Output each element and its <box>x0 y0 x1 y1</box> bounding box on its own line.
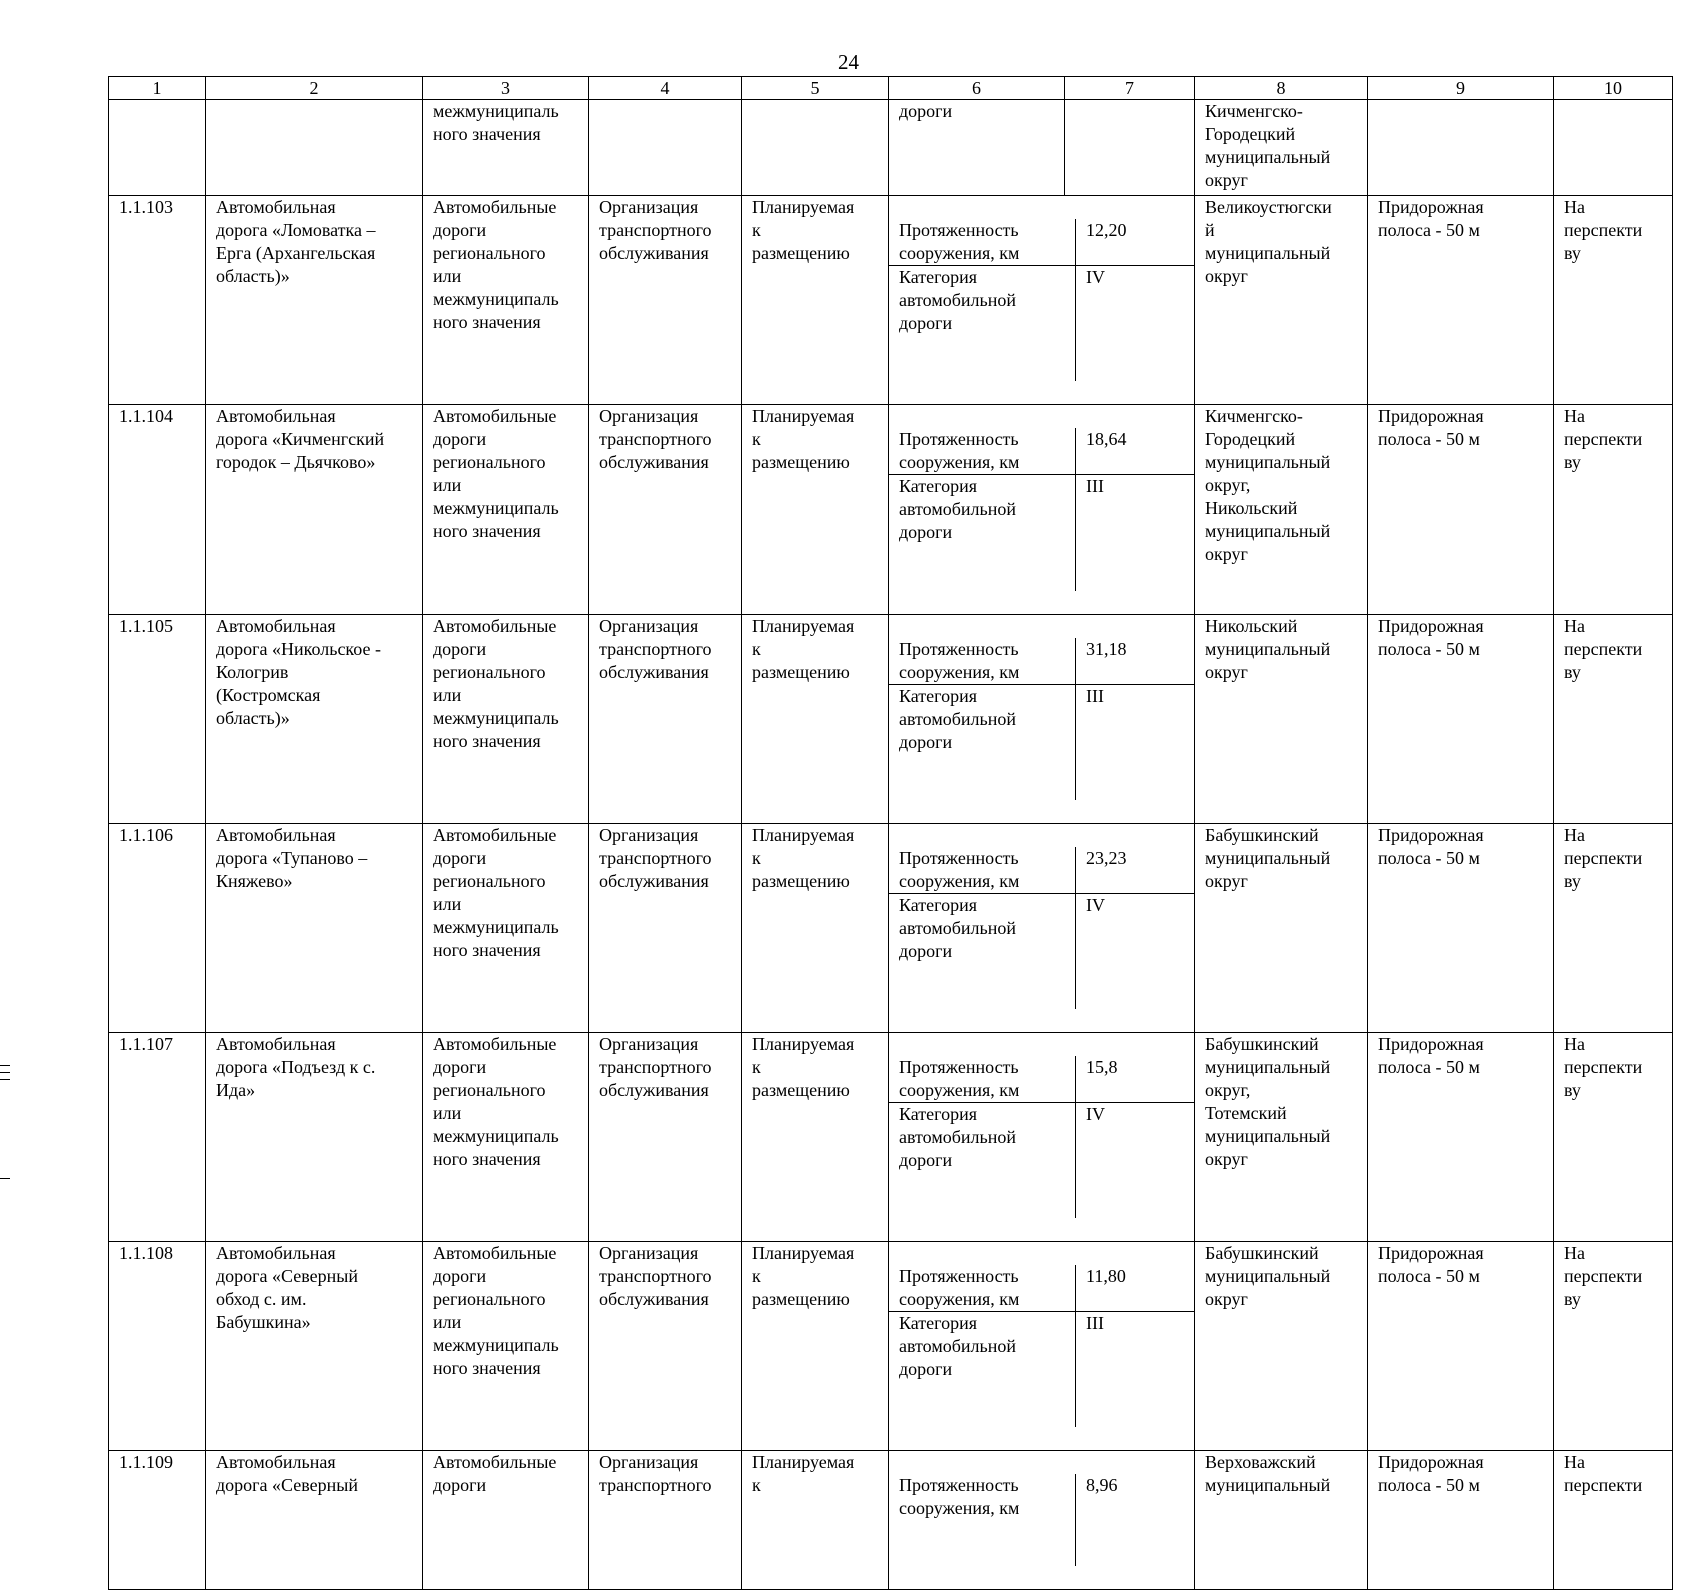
param-name: Категория автомобильной дороги <box>889 475 1076 592</box>
cell-type: Автомобильные дороги регионального или межмуниципаль ного значения <box>423 1033 589 1242</box>
cell-status: Планируемая к размещению <box>742 615 889 824</box>
cell-status: Планируемая к размещению <box>742 1033 889 1242</box>
cell-parameters <box>889 196 1195 405</box>
param-value: 18,64 <box>1076 428 1195 475</box>
column-number: 4 <box>589 77 742 100</box>
param-value: III <box>1086 476 1104 496</box>
param-value: 31,18 <box>1076 638 1195 685</box>
cell-number: 1.1.105 <box>109 615 206 824</box>
parameter-subtable <box>889 219 1194 381</box>
cell-parameters <box>889 1242 1195 1451</box>
cell-status: Планируемая к <box>742 1451 889 1590</box>
parameter-subtable <box>889 638 1194 800</box>
cell-param: дороги <box>889 100 1065 196</box>
param-value: 11,80 <box>1076 1265 1195 1312</box>
param-value: 15,8 <box>1076 1056 1195 1103</box>
table-row <box>109 1451 1673 1590</box>
cell-type: Автомобильные дороги регионального или межмуниципаль ного значения <box>423 196 589 405</box>
cell-zone: Придорожная полоса - 50 м <box>1368 405 1554 615</box>
column-number: 8 <box>1195 77 1368 100</box>
continuation-row <box>109 100 1673 196</box>
parameter-subtable <box>889 1056 1194 1218</box>
param-name: Протяженность сооружения, км <box>889 847 1076 894</box>
param-name: Протяженность сооружения, км <box>889 1056 1076 1103</box>
cell-parameters <box>889 1033 1195 1242</box>
param-name: Протяженность сооружения, км <box>889 428 1076 475</box>
cell-location: Кичменгско- Городецкий муниципальный округ <box>1195 100 1368 196</box>
cell-zone: Придорожная полоса - 50 м <box>1368 1451 1554 1590</box>
cell-term <box>1554 100 1673 196</box>
table-row <box>109 824 1673 1033</box>
parameter-subtable <box>889 1474 1194 1566</box>
parameter-subtable <box>889 428 1194 591</box>
cell-term: На перспекти ву <box>1554 1242 1673 1451</box>
cell-type: Автомобильные дороги <box>423 1451 589 1590</box>
param-name: Категория автомобильной дороги <box>889 1312 1076 1428</box>
cell-zone: Придорожная полоса - 50 м <box>1368 1033 1554 1242</box>
cell-name: Автомобильная дорога «Тупаново – Княжево» <box>206 824 423 1033</box>
param-value: IV <box>1086 1104 1105 1124</box>
parameter-subtable <box>889 1265 1194 1427</box>
page-number: 24 <box>838 50 859 74</box>
cell-type: межмуниципаль ного значения <box>423 100 589 196</box>
cell-purpose: Организация транспортного обслуживания <box>589 824 742 1033</box>
road-objects-table <box>108 76 1673 1590</box>
cell-location: Бабушкинский муниципальный округ <box>1195 824 1368 1033</box>
param-name: Протяженность сооружения, км <box>889 1265 1076 1312</box>
param-name: Протяженность сооружения, км <box>889 1474 1076 1566</box>
param-name: Протяженность сооружения, км <box>889 219 1076 266</box>
cell-term: На перспекти ву <box>1554 615 1673 824</box>
cell-location: Великоустюгски й муниципальный округ <box>1195 196 1368 405</box>
cell-location: Бабушкинский муниципальный округ, Тотемский муниципальный округ <box>1195 1033 1368 1242</box>
cell-parameters <box>889 1451 1195 1590</box>
cell-purpose: Организация транспортного <box>589 1451 742 1590</box>
cell-purpose: Организация транспортного обслуживания <box>589 405 742 615</box>
column-number: 6 <box>889 77 1065 100</box>
cell-number: 1.1.109 <box>109 1451 206 1590</box>
cell-number: 1.1.103 <box>109 196 206 405</box>
param-value: 8,96 <box>1086 1475 1118 1495</box>
cell-name: Автомобильная дорога «Кичменгский городок – Дьячково» <box>206 405 423 615</box>
param-value: III <box>1086 686 1104 706</box>
param-name: Протяженность сооружения, км <box>889 638 1076 685</box>
column-number: 9 <box>1368 77 1554 100</box>
margin-mark <box>0 1079 10 1080</box>
cell-term: На перспекти ву <box>1554 405 1673 615</box>
cell-parameters <box>889 405 1195 615</box>
param-value: 12,20 <box>1076 219 1195 266</box>
cell-term: На перспекти <box>1554 1451 1673 1590</box>
cell-zone: Придорожная полоса - 50 м <box>1368 824 1554 1033</box>
margin-mark <box>0 1178 10 1179</box>
cell-status: Планируемая к размещению <box>742 1242 889 1451</box>
cell-status <box>742 100 889 196</box>
cell-purpose: Организация транспортного обслуживания <box>589 1242 742 1451</box>
cell-zone: Придорожная полоса - 50 м <box>1368 615 1554 824</box>
cell-zone: Придорожная полоса - 50 м <box>1368 1242 1554 1451</box>
cell-number <box>109 100 206 196</box>
param-value: 23,23 <box>1076 847 1195 894</box>
param-name: Категория автомобильной дороги <box>889 1103 1076 1219</box>
cell-type: Автомобильные дороги регионального или межмуниципаль ного значения <box>423 615 589 824</box>
column-number: 7 <box>1065 77 1195 100</box>
cell-type: Автомобильные дороги регионального или межмуниципаль ного значения <box>423 824 589 1033</box>
cell-parameters <box>889 824 1195 1033</box>
cell-purpose: Организация транспортного обслуживания <box>589 615 742 824</box>
column-number: 10 <box>1554 77 1673 100</box>
cell-name: Автомобильная дорога «Северный <box>206 1451 423 1590</box>
cell-term: На перспекти ву <box>1554 1033 1673 1242</box>
cell-status: Планируемая к размещению <box>742 824 889 1033</box>
table-row <box>109 615 1673 824</box>
column-number: 2 <box>206 77 423 100</box>
column-number: 1 <box>109 77 206 100</box>
table-row <box>109 1033 1673 1242</box>
cell-term: На перспекти ву <box>1554 824 1673 1033</box>
column-number: 3 <box>423 77 589 100</box>
cell-name: Автомобильная дорога «Северный обход с. им. Бабушкина» <box>206 1242 423 1451</box>
cell-purpose: Организация транспортного обслуживания <box>589 1033 742 1242</box>
margin-mark <box>0 1065 10 1066</box>
cell-purpose <box>589 100 742 196</box>
cell-term: На перспекти ву <box>1554 196 1673 405</box>
cell-number: 1.1.106 <box>109 824 206 1033</box>
cell-value <box>1065 100 1195 196</box>
cell-number: 1.1.104 <box>109 405 206 615</box>
cell-type: Автомобильные дороги регионального или межмуниципаль ного значения <box>423 405 589 615</box>
cell-zone <box>1368 100 1554 196</box>
param-value: IV <box>1086 895 1105 915</box>
cell-type: Автомобильные дороги регионального или межмуниципаль ного значения <box>423 1242 589 1451</box>
cell-name: Автомобильная дорога «Никольское - Кологрив (Костромская область)» <box>206 615 423 824</box>
param-name: Категория автомобильной дороги <box>889 685 1076 801</box>
cell-name: Автомобильная дорога «Подъезд к с. Ида» <box>206 1033 423 1242</box>
table-row <box>109 196 1673 405</box>
table-row <box>109 405 1673 615</box>
cell-status: Планируемая к размещению <box>742 196 889 405</box>
param-name: Категория автомобильной дороги <box>889 266 1076 382</box>
cell-number: 1.1.107 <box>109 1033 206 1242</box>
table-row <box>109 1242 1673 1451</box>
param-name: Категория автомобильной дороги <box>889 894 1076 1010</box>
cell-number: 1.1.108 <box>109 1242 206 1451</box>
cell-parameters <box>889 615 1195 824</box>
cell-location: Бабушкинский муниципальный округ <box>1195 1242 1368 1451</box>
cell-status: Планируемая к размещению <box>742 405 889 615</box>
param-value: III <box>1086 1313 1104 1333</box>
cell-zone: Придорожная полоса - 50 м <box>1368 196 1554 405</box>
column-number: 5 <box>742 77 889 100</box>
cell-purpose: Организация транспортного обслуживания <box>589 196 742 405</box>
parameter-subtable <box>889 847 1194 1009</box>
cell-location: Верховажский муниципальный <box>1195 1451 1368 1590</box>
cell-location: Никольский муниципальный округ <box>1195 615 1368 824</box>
column-number-row <box>109 77 1673 100</box>
param-value: IV <box>1086 267 1105 287</box>
cell-location: Кичменгско- Городецкий муниципальный округ, Никольский муниципальный округ <box>1195 405 1368 615</box>
cell-name <box>206 100 423 196</box>
cell-name: Автомобильная дорога «Ломоватка – Ерга (Архангельская область)» <box>206 196 423 405</box>
margin-mark <box>0 1072 10 1073</box>
